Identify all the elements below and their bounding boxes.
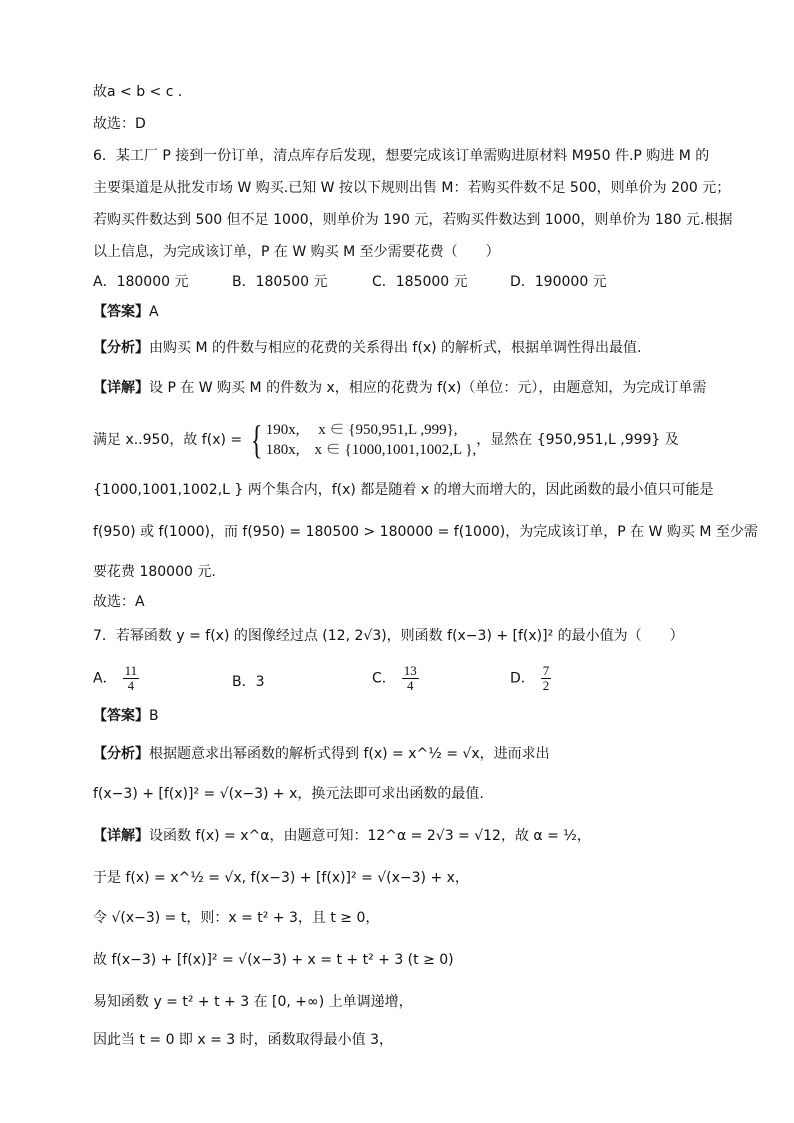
answer-tag: 【答案】 — [93, 304, 149, 320]
q6-detail-3: {1000,1001,1002,L } 两个集合内，f(x) 都是随着 x 的增大而增大的，因此函数的最小值只可能是 — [93, 482, 714, 498]
q6-option-d: D．190000 元 — [510, 274, 607, 290]
q6-option-a: A．180000 元 — [93, 274, 189, 290]
q7-answer — [93, 706, 159, 726]
piecewise-lead: 满足 x..950，故 f(x) = — [93, 432, 247, 448]
case-2: 180x, x ∈ {1000,1001,1002,L }, — [265, 442, 477, 458]
detail-text: 设函数 f(x) = x^α，由题意可知：12^α = 2√3 = √12，故 α = ½， — [149, 828, 591, 844]
q6-select: 故选：A — [93, 594, 145, 610]
answer-value: A — [149, 304, 159, 320]
detail-tag: 【详解】 — [93, 828, 149, 844]
analysis-text: 由购买 M 的件数与相应的花费的关系得出 f(x) 的解析式，根据单调性得出最值. — [149, 340, 642, 356]
fraction: $\frac{13}{4}$ — [403, 663, 417, 693]
fraction: $\frac{11}{4}$ — [124, 663, 138, 693]
piecewise-tail: ，显然在 {950,951,L ,999} 及 — [476, 432, 679, 448]
q7-analysis — [93, 744, 550, 764]
q7-detail-6: 因此当 t = 0 即 x = 3 时，函数取得最小值 3， — [93, 1032, 394, 1048]
answer-select-line: 故选：D — [93, 116, 146, 132]
case-1: 190x, x ∈ {950,951,L ,999}, — [265, 422, 458, 438]
question-6-line-2: 主要渠道是从批发市场 W 购买.已知 W 按以下规则出售 M：若购买件数不足 500，则单价为 200 元； — [93, 180, 731, 196]
q7-option-c: C． $\frac{13}{4}$ — [372, 663, 417, 693]
q7-detail-1 — [93, 826, 591, 846]
answer-value: B — [149, 708, 159, 724]
analysis-tag: 【分析】 — [93, 746, 149, 762]
piecewise-cases — [266, 420, 477, 460]
q6-detail-4: f(950) 或 f(1000)，而 f(950) = 180500 > 180000 = f(1000)，为完成该订单，P 在 W 购买 M 至少需 — [93, 524, 758, 540]
q7-detail-4: 故 f(x−3) + [f(x)]² = √(x−3) + x = t + t² + 3 (t ≥ 0) — [93, 952, 454, 968]
question-6-line-1: 6．某工厂 P 接到一份订单，清点库存后发现，想要完成该订单需购进原材料 M950 件.P 购进 M 的 — [93, 148, 710, 164]
question-7: 7．若幂函数 y = f(x) 的图像经过点 (12, 2√3)，则函数 f(x−3) + [f(x)]² 的最小值为（ ） — [93, 628, 684, 644]
conclusion-line: 故a < b < c . — [93, 84, 183, 100]
q6-option-b: B．180500 元 — [232, 274, 328, 290]
brace-symbol: { — [250, 417, 262, 462]
q7-analysis-2: f(x−3) + [f(x)]² = √(x−3) + x，换元法即可求出函数的最值. — [93, 786, 484, 802]
question-6-line-4: 以上信息，为完成该订单，P 在 W 购买 M 至少需要花费（ ） — [93, 244, 500, 260]
analysis-tag: 【分析】 — [93, 340, 149, 356]
detail-text: 设 P 在 W 购买 M 的件数为 x，相应的花费为 f(x)（单位：元），由题意知，为完成订单需 — [149, 380, 707, 396]
q6-option-c: C．185000 元 — [372, 274, 468, 290]
q6-answer — [93, 302, 159, 322]
answer-tag: 【答案】 — [93, 708, 149, 724]
q7-detail-2: 于是 f(x) = x^½ = √x, f(x−3) + [f(x)]² = √(x−3) + x， — [93, 870, 469, 886]
q7-option-b: B．3 — [232, 674, 265, 690]
q7-detail-5: 易知函数 y = t² + t + 3 在 [0, +∞) 上单调递增， — [93, 994, 413, 1010]
q6-detail-5: 要花费 180000 元. — [93, 564, 216, 580]
question-6-line-3: 若购买件数达到 500 但不足 1000，则单价为 190 元，若购买件数达到 1000，则单价为 180 元.根据 — [93, 212, 733, 228]
detail-tag: 【详解】 — [93, 380, 149, 396]
analysis-text: 根据题意求出幂函数的解析式得到 f(x) = x^½ = √x，进而求出 — [149, 746, 550, 762]
q7-detail-3: 令 √(x−3) = t，则：x = t² + 3，且 t ≥ 0， — [93, 910, 380, 926]
q7-option-d: D． $\frac{7}{2}$ — [510, 663, 550, 693]
q7-option-a: A． $\frac{11}{4}$ — [93, 663, 138, 693]
q6-detail-piecewise — [93, 418, 679, 462]
q6-detail-1 — [93, 378, 706, 398]
fraction: $\frac{7}{2}$ — [542, 663, 550, 693]
q6-analysis — [93, 338, 641, 358]
